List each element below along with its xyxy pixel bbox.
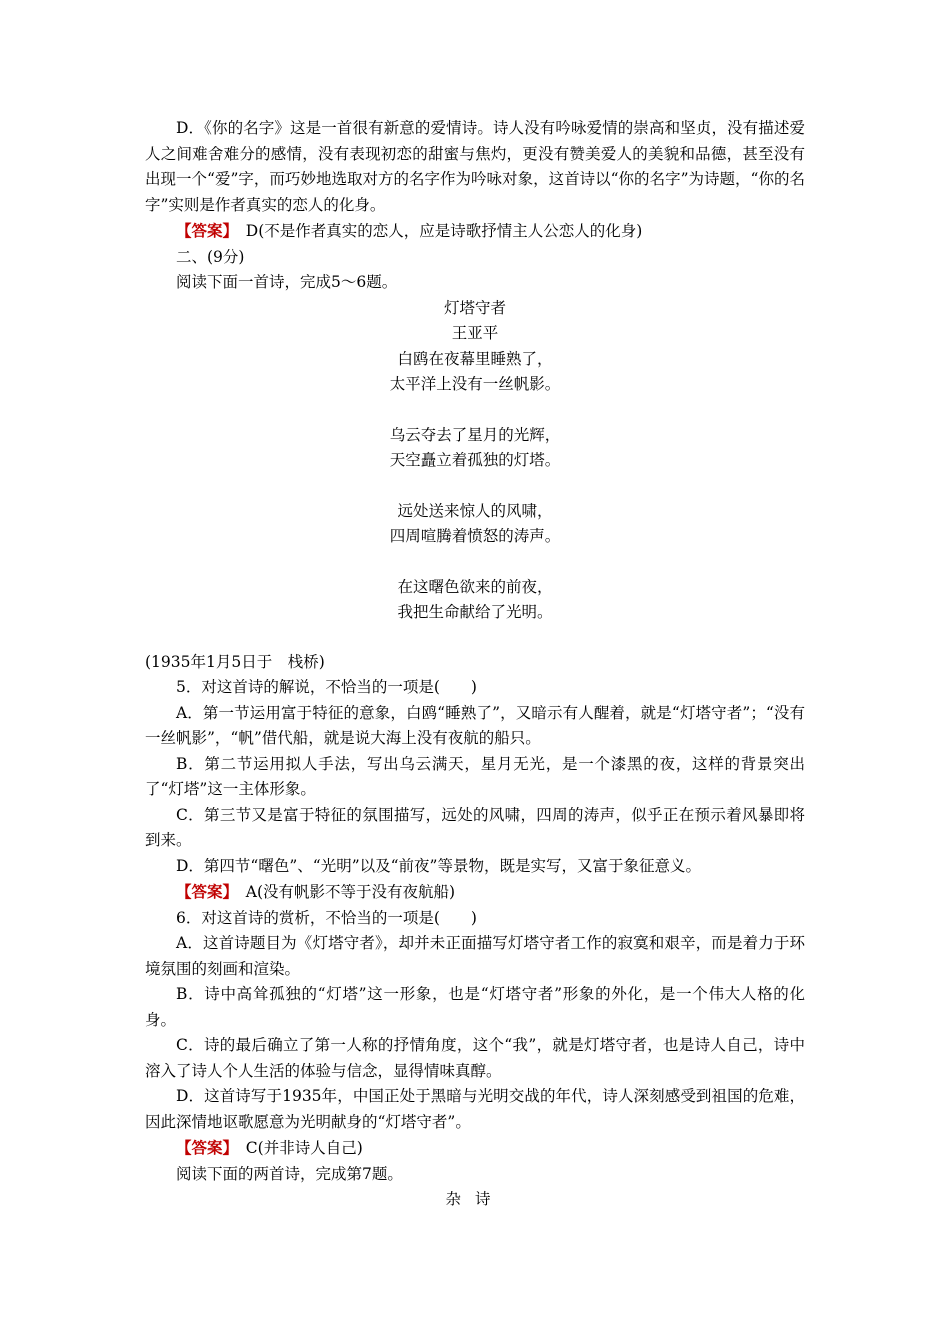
stanza-gap [145, 398, 805, 423]
q4-answer: D(不是作者真实的恋人，应是诗歌抒情主人公恋人的化身) [245, 222, 643, 240]
q5-option-c: C．第三节又是富于特征的氛围描写，远处的风啸，四周的涛声，似乎正在预示着风暴即将到来。 [145, 805, 805, 849]
poem-line: 天空矗立着孤独的灯塔。 [389, 451, 561, 469]
q6-answer-line [145, 1135, 805, 1162]
stanza-gap [145, 474, 805, 499]
q5-answer: A(没有帆影不等于没有夜航船) [245, 883, 456, 901]
stanza-gap [145, 550, 805, 575]
poem [145, 296, 805, 626]
poem-line: 太平洋上没有一丝帆影。 [389, 375, 561, 393]
q4-option-d: D．《你的名字》这是一首很有新意的爱情诗。诗人没有吟咏爱情的崇高和坚贞，没有描述爱人之间难舍难分的感情，没有表现初恋的甜蜜与焦灼，更没有赞美爱人的美貌和品德，甚至没有出现一个“爱”字，而巧妙地选取对方的名字作为吟咏对象，这首诗以“你的名字”为诗题，“你的名字”实则是作者真实的恋人的化身。 [145, 119, 805, 214]
poem-title: 灯塔守者 [443, 298, 506, 317]
answer-tag: 【答案】 [176, 221, 231, 240]
poem-line: 乌云夺去了星月的光辉， [389, 425, 561, 444]
section2-intro: 阅读下面一首诗，完成5～6题。 [176, 273, 398, 291]
q5-stem: 5．对这首诗的解说，不恰当的一项是( ) [176, 678, 477, 696]
q6-stem: 6．对这首诗的赏析，不恰当的一项是( ) [176, 908, 477, 927]
answer-tag: 【答案】 [176, 882, 231, 901]
poem-line: 四周喧腾着愤怒的涛声。 [389, 527, 561, 545]
section2-heading: 二、(9分) [176, 247, 245, 266]
q6-answer: C(并非诗人自己) [245, 1139, 363, 1157]
q5-option-b: B．第二节运用拟人手法，写出乌云满天，星月无光，是一个漆黑的夜，这样的背景突出了“灯塔”这一主体形象。 [145, 754, 805, 798]
q6-option-c: C．诗的最后确立了第一人称的抒情角度，这个“我”，就是灯塔守者，也是诗人自己，诗中溶入了诗人个人生活的体验与信念，显得情味真醇。 [145, 1036, 805, 1080]
q6-option-b: B．诗中高耸孤独的“灯塔”这一形象，也是“灯塔守者”形象的外化，是一个伟大人格的化身。 [145, 985, 805, 1029]
poem-author: 王亚平 [451, 324, 499, 342]
poem-line: 白鸥在夜幕里睡熟了， [397, 349, 553, 368]
document-page [145, 116, 805, 1213]
poem-line: 我把生命献给了光明。 [397, 603, 553, 621]
poem-line: 远处送来惊人的风啸， [397, 501, 553, 520]
q4-answer-line [145, 218, 805, 245]
q5-option-d: D．第四节“曙色”、“光明”以及“前夜”等景物，既是实写，又富于象征意义。 [176, 856, 701, 875]
q5-answer-line [145, 879, 805, 906]
poem-date: (1935年1月5日于 栈桥) [145, 652, 325, 671]
q5-option-a: A．第一节运用富于特征的意象，白鸥“睡熟了”，又暗示有人醒着，就是“灯塔守者”；“没有一丝帆影”，“帆”借代船，就是说大海上没有夜航的船只。 [145, 703, 805, 747]
poem-line: 在这曙色欲来的前夜， [397, 577, 553, 596]
q6-option-d: D．这首诗写于1935年，中国正处于黑暗与光明交战的年代，诗人深刻感受到祖国的危难，因此深情地讴歌愿意为光明献身的“灯塔守者”。 [145, 1087, 805, 1131]
next-poem-title: 杂诗 [445, 1190, 505, 1208]
q6-option-a: A．这首诗题目为《灯塔守者》，却并未正面描写灯塔守者工作的寂寞和艰辛，而是着力于环境氛围的刻画和渲染。 [145, 934, 805, 978]
q7-intro: 阅读下面的两首诗，完成第7题。 [176, 1164, 403, 1183]
answer-tag: 【答案】 [176, 1138, 231, 1157]
